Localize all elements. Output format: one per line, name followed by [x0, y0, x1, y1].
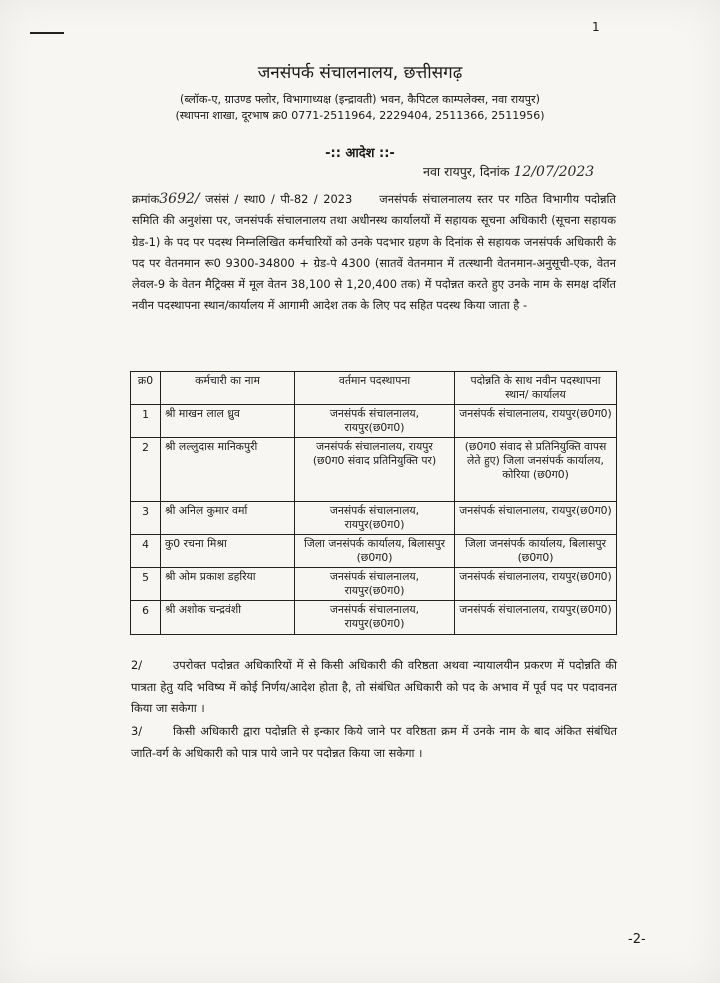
cell-name: कु0 रचना मिश्रा — [161, 535, 295, 568]
cell-sn: 6 — [131, 601, 161, 635]
cell-current-posting: जनसंपर्क संचालनालय, रायपुर(छ0ग0) — [295, 502, 455, 535]
paragraph-text: किसी अधिकारी द्वारा पदोन्नति से इन्कार किये जाने पर वरिष्ठता क्रम में उनके नाम के बाद अंकित संबंधित जाति-वर्ग के अधिकारी को पात्र पाये जाने पर पदोन्नत किया जा सकेगा । — [131, 724, 617, 760]
cell-new-posting: जनसंपर्क संचालनालय, रायपुर(छ0ग0) — [455, 568, 617, 601]
cell-sn: 2 — [131, 438, 161, 502]
cell-new-posting: जनसंपर्क संचालनालय, रायपुर(छ0ग0) — [455, 502, 617, 535]
office-title: जनसंपर्क संचालनालय, छत्तीसगढ़ — [257, 63, 463, 83]
cell-sn: 1 — [131, 405, 161, 438]
col-header-sn: क्र0 — [131, 372, 161, 405]
cell-current-posting: जनसंपर्क संचालनालय, रायपुर(छ0ग0) — [295, 405, 455, 438]
cell-name: श्री माखन लाल ध्रुव — [161, 405, 295, 438]
cell-sn: 4 — [131, 535, 161, 568]
cell-name: श्री ओम प्रकाश डहरिया — [161, 568, 295, 601]
handwritten-date: 12/07/2023 — [513, 164, 595, 180]
cell-new-posting: जिला जनसंपर्क कार्यालय, बिलासपुर (छ0ग0) — [455, 535, 617, 568]
handwritten-reference: 3692/ — [159, 191, 200, 207]
cell-current-posting: जिला जनसंपर्क कार्यालय, बिलासपुर (छ0ग0) — [295, 535, 455, 568]
paragraph-number: 2/ — [131, 658, 143, 672]
cell-sn: 5 — [131, 568, 161, 601]
col-header-new-posting: पदोन्नति के साथ नवीन पदस्थापना स्थान/ कार्यालय — [455, 372, 617, 405]
cell-new-posting: जनसंपर्क संचालनालय, रायपुर(छ0ग0) — [455, 601, 617, 635]
paragraph-number: 3/ — [131, 724, 143, 738]
place-prefix: नवा रायपुर, दिनांक — [423, 164, 510, 179]
reference-prefix: क्रमांक — [132, 192, 160, 206]
cell-name: श्री अनिल कुमार वर्मा — [161, 502, 295, 535]
cell-current-posting: जनसंपर्क संचालनालय, रायपुर(छ0ग0) — [295, 601, 455, 635]
order-body-text: जनसंपर्क संचालनालय स्तर पर गठित विभागीय पदोन्नति समिति की अनुशंसा पर, जनसंपर्क संचालनालय तथा अधीनस्थ कार्यालयों में सहायक सूचना अधिकारी (सूचना सहायक ग्रेड-1) के पद पर पदस्थ निम्नलिखित कर्मचारियों को उनके पदभार ग्रहण के दिनांक से सहायक जनसंपर्क अधिकारी के पद पर वेतनमान रू0 9300-34800 + ग्रेड-पे 4300 (सातवें वेतनमान में तत्स्थानी वेतनमान-अनुसूची-एक, वेतन लेवल-9 के वेतन मैट्रिक्स में मूल वेतन 38,100 से 1,20,400 तक) में पदोन्नत करते हुए उनके नाम के समक्ष दर्शित नवीन पदस्थापना स्थान/कार्यालय में आगामी आदेश तक के लिए पद सहित पदस्थ किया जाता है - — [132, 192, 616, 313]
cell-new-posting: (छ0ग0 संवाद से प्रतिनियुक्ति वापस लेते हुए) जिला जनसंपर्क कार्यालय, कोरिया (छ0ग0) — [455, 438, 617, 502]
cell-name: श्री अशोक चन्द्रवंशी — [161, 601, 295, 635]
col-header-current-posting: वर्तमान पदस्थापना — [295, 372, 455, 405]
paragraph-text: उपरोक्त पदोन्नत अधिकारियों में से किसी अधिकारी की वरिष्ठता अथवा न्यायालयीन प्रकरण में पदोन्नति की पात्रता हेतु यदि भविष्य में कोई निर्णय/आदेश होता है, तो संबंधित अधिकारी को पद के अभाव में पूर्व पद पर पदावनत किया जा सकेगा । — [131, 658, 617, 715]
reference-suffix: जसंसं / स्था0 / पी-82 / 2023 — [205, 192, 353, 206]
order-heading: -:: आदेश ::- — [325, 146, 395, 161]
next-page-marker: -2- — [628, 932, 646, 947]
cell-sn: 3 — [131, 502, 161, 535]
page-number: 1 — [592, 20, 600, 34]
cell-new-posting: जनसंपर्क संचालनालय, रायपुर(छ0ग0) — [455, 405, 617, 438]
col-header-name: कर्मचारी का नाम — [161, 372, 295, 405]
cell-current-posting: जनसंपर्क संचालनालय, रायपुर(छ0ग0) — [295, 568, 455, 601]
office-address: (ब्लॉक-ए, ग्राउण्ड फ्लोर, विभागाध्यक्ष (इन्द्रावती) भवन, कैपिटल काम्पलेक्स, नवा रायपुर) — [180, 93, 540, 106]
cell-name: श्री लल्लुदास मानिकपुरी — [161, 438, 295, 502]
cell-current-posting: जनसंपर्क संचालनालय, रायपुर (छ0ग0 संवाद प्रतिनियुक्ति पर) — [295, 438, 455, 502]
office-contact: (स्थापना शाखा, दूरभाष क्र0 0771-2511964, 2229404, 2511366, 2511956) — [175, 109, 545, 122]
